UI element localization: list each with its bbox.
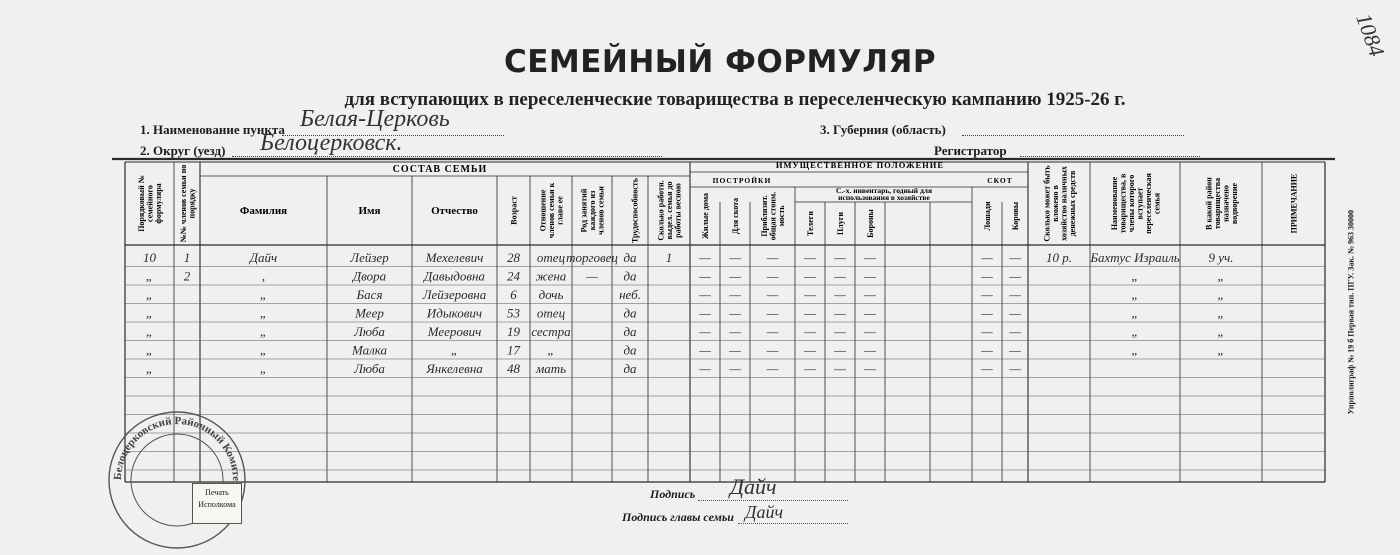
cell-dash: — bbox=[729, 342, 741, 358]
round-seal-stamp bbox=[104, 410, 250, 550]
group-inventory-line1: С.-х. инвентарь, годный для bbox=[835, 186, 933, 195]
cell-dash: — bbox=[729, 268, 741, 284]
cell-dash: — bbox=[981, 342, 993, 358]
cell-surname: „ bbox=[259, 342, 268, 358]
col-header-cattle-sheds: Для скота bbox=[731, 197, 740, 235]
cell-dash: — bbox=[804, 361, 816, 376]
col-header-approx-value: Приблизит.общая стоим.мость bbox=[760, 191, 786, 241]
stamp-box bbox=[192, 483, 242, 524]
cell-relation: отец bbox=[536, 305, 566, 321]
col-header-workers: Сколько работн.выдел. семья доработы весною bbox=[656, 180, 683, 241]
col-header-notes: ПРИМЕЧАНИЕ bbox=[1289, 173, 1299, 234]
cell-association: „ bbox=[1131, 324, 1139, 339]
col-header-carts: Телеги bbox=[806, 211, 815, 236]
cell-patronymic: Меерович bbox=[427, 324, 482, 339]
cell-region: 9 уч. bbox=[1208, 250, 1234, 265]
field-district-value: Белоцерковск. bbox=[260, 130, 403, 156]
col-header-houses: Жилые дома bbox=[701, 192, 710, 240]
cell-age: 28 bbox=[507, 250, 520, 265]
cell-order: „ bbox=[145, 305, 154, 321]
cell-dash: — bbox=[699, 361, 711, 376]
cell-dash: — bbox=[699, 324, 711, 339]
field-settlement-value: Белая-Церковь bbox=[300, 106, 450, 132]
cell-dash: — bbox=[864, 268, 876, 284]
cell-ability: да bbox=[623, 250, 637, 265]
cell-patronymic: „ bbox=[450, 342, 459, 358]
field-district-label: 2. Округ (уезд) bbox=[140, 143, 226, 158]
cell-association: „ bbox=[1131, 268, 1139, 284]
cell-dash: — bbox=[1009, 287, 1021, 302]
cell-order: „ bbox=[145, 342, 154, 358]
cell-region: „ bbox=[1217, 287, 1225, 302]
cell-dash: — bbox=[804, 268, 816, 284]
stamp-box-line2: Исполкома bbox=[198, 500, 236, 509]
col-header-horses: Лошади bbox=[983, 201, 992, 231]
cell-age: 6 bbox=[510, 287, 517, 302]
cell-dash: — bbox=[699, 268, 711, 284]
group-family: СОСТАВ СЕМЬИ bbox=[392, 164, 488, 175]
cell-ability: да bbox=[623, 361, 637, 376]
cell-dash: — bbox=[864, 250, 876, 265]
cell-dash: — bbox=[766, 250, 779, 265]
cell-dash: — bbox=[981, 287, 993, 302]
cell-ability: неб. bbox=[619, 287, 641, 302]
cell-dash: — bbox=[729, 250, 741, 265]
head-signature-label: Подпись главы семьи bbox=[622, 510, 734, 524]
group-inventory-line2: использования в хозяйстве bbox=[838, 193, 930, 202]
cell-order: 10 bbox=[143, 250, 156, 265]
col-header-name: Имя bbox=[358, 205, 381, 217]
cell-association: Бахтус Израиль bbox=[1090, 250, 1180, 265]
cell-member-no: 1 bbox=[183, 250, 191, 265]
cell-surname: „ bbox=[259, 324, 268, 339]
cell-dash: — bbox=[729, 361, 741, 376]
cell-dash: — bbox=[766, 324, 779, 339]
cell-name: Малка bbox=[351, 342, 388, 358]
cell-age: 17 bbox=[507, 342, 520, 358]
cell-region: „ bbox=[1217, 342, 1225, 358]
cell-dash: — bbox=[864, 342, 876, 358]
cell-name: Меер bbox=[355, 305, 384, 321]
cell-member-no: 2 bbox=[183, 268, 191, 284]
cell-age: 24 bbox=[507, 268, 520, 284]
cell-order: „ bbox=[145, 268, 154, 284]
head-signature-line bbox=[738, 523, 848, 524]
col-header-harrows: Бороны bbox=[866, 209, 875, 238]
cell-region: „ bbox=[1217, 305, 1225, 321]
document-subtitle: для вступающих в переселенческие товарищества в переселенческую кампанию 1925-26 г. bbox=[344, 89, 1126, 110]
signature-line bbox=[698, 500, 848, 501]
group-cattle: СКОТ bbox=[987, 176, 1013, 185]
cell-relation: дочь bbox=[538, 287, 564, 302]
cell-name: Лейзер bbox=[350, 250, 389, 265]
cell-occupation: — bbox=[586, 268, 598, 284]
cell-name: Двора bbox=[352, 268, 387, 284]
cell-dash: — bbox=[864, 305, 876, 321]
cell-dash: — bbox=[1009, 342, 1021, 358]
cell-dash: — bbox=[729, 324, 741, 339]
col-header-money: Сколько может бытьвложено вхозяйство наличныхденежных средств bbox=[1042, 165, 1077, 242]
head-signature-value: Дайч bbox=[745, 502, 784, 522]
cell-dash: — bbox=[766, 342, 779, 358]
cell-relation: отец bbox=[536, 250, 566, 265]
cell-age: 53 bbox=[507, 305, 520, 321]
field-province-label: 3. Губерния (область) bbox=[820, 122, 946, 137]
cell-money: 10 р. bbox=[1046, 250, 1072, 265]
cell-dash: — bbox=[766, 305, 779, 321]
cell-dash: — bbox=[729, 305, 741, 321]
cell-patronymic: Лейзеровна bbox=[422, 287, 487, 302]
signature-label: Подпись bbox=[650, 487, 696, 501]
cell-ability: да bbox=[623, 324, 637, 339]
col-header-surname: Фамилия bbox=[239, 205, 288, 217]
cell-dash: — bbox=[981, 250, 993, 265]
cell-dash: — bbox=[1009, 268, 1021, 284]
cell-dash: — bbox=[804, 324, 816, 339]
col-header-patronymic: Отчество bbox=[431, 205, 478, 217]
cell-ability: да bbox=[623, 342, 637, 358]
corner-number: 1084 bbox=[1351, 9, 1390, 60]
cell-dash: — bbox=[1009, 250, 1021, 265]
cell-order: „ bbox=[145, 324, 154, 339]
cell-dash: — bbox=[834, 287, 846, 302]
cell-surname: Дайч bbox=[249, 250, 278, 265]
cell-dash: — bbox=[864, 361, 876, 376]
cell-dash: — bbox=[981, 268, 993, 284]
cell-patronymic: Идыкович bbox=[426, 305, 483, 321]
cell-relation: мать bbox=[535, 361, 567, 376]
cell-ability: да bbox=[623, 268, 637, 284]
cell-ability: да bbox=[623, 305, 637, 321]
cell-dash: — bbox=[766, 361, 779, 376]
cell-surname: , bbox=[261, 268, 266, 284]
cell-dash: — bbox=[766, 268, 779, 284]
cell-age: 48 bbox=[507, 361, 520, 376]
cell-dash: — bbox=[834, 361, 846, 376]
field-settlement-label: 1. Наименование пункта bbox=[140, 122, 285, 137]
cell-dash: — bbox=[864, 287, 876, 302]
cell-relation: „ bbox=[547, 342, 555, 358]
cell-dash: — bbox=[834, 342, 846, 358]
cell-name: Бася bbox=[356, 287, 383, 302]
group-buildings: ПОСТРОЙКИ bbox=[712, 176, 772, 185]
cell-patronymic: Давыдовна bbox=[424, 268, 485, 284]
cell-dash: — bbox=[804, 250, 816, 265]
cell-surname: „ bbox=[259, 361, 268, 376]
cell-relation: жена bbox=[535, 268, 567, 284]
col-header-plows: Плуги bbox=[836, 212, 845, 235]
group-property: ИМУЩЕСТВЕННОЕ ПОЛОЖЕНИЕ bbox=[775, 160, 945, 170]
cell-dash: — bbox=[864, 324, 876, 339]
cell-association: „ bbox=[1131, 287, 1139, 302]
cell-workers: 1 bbox=[665, 250, 673, 265]
cell-dash: — bbox=[699, 342, 711, 358]
cell-dash: — bbox=[981, 305, 993, 321]
cell-dash: — bbox=[981, 324, 993, 339]
cell-dash: — bbox=[834, 305, 846, 321]
cell-dash: — bbox=[1009, 324, 1021, 339]
cell-patronymic: Мехелевич bbox=[425, 250, 484, 265]
col-header-ability: Трудоспособность bbox=[630, 178, 640, 243]
cell-region: „ bbox=[1217, 324, 1225, 339]
cell-dash: — bbox=[699, 250, 711, 265]
cell-dash: — bbox=[981, 361, 993, 376]
cell-association: „ bbox=[1131, 342, 1139, 358]
cell-dash: — bbox=[834, 268, 846, 284]
cell-name: Люба bbox=[354, 361, 385, 376]
cell-association: „ bbox=[1131, 305, 1139, 321]
cell-region: „ bbox=[1217, 268, 1225, 284]
col-header-order: Порядковый №семейногоформуляра bbox=[137, 175, 163, 232]
col-header-region: В какой районтовариществаназначеноводворение bbox=[1204, 177, 1239, 230]
col-header-age: Возраст bbox=[509, 196, 519, 225]
cell-dash: — bbox=[1009, 305, 1021, 321]
col-header-relation: Отношениечленов семьи кглаве ее bbox=[538, 182, 565, 239]
cell-dash: — bbox=[834, 250, 846, 265]
printer-imprint: Упрполиграф № 19 б Первая тип. ПГУ. Зак. № 963 30000 bbox=[1346, 210, 1355, 415]
signature-value: Дайч bbox=[730, 474, 777, 499]
cell-order: „ bbox=[145, 287, 154, 302]
cell-dash: — bbox=[834, 324, 846, 339]
cell-patronymic: Янкелевна bbox=[426, 361, 483, 376]
cell-dash: — bbox=[766, 287, 779, 302]
col-header-cows: Коровы bbox=[1011, 201, 1020, 231]
cell-dash: — bbox=[804, 287, 816, 302]
cell-dash: — bbox=[1009, 361, 1021, 376]
field-registrar-label: Регистратор bbox=[934, 143, 1007, 158]
cell-dash: — bbox=[699, 287, 711, 302]
cell-order: „ bbox=[145, 361, 154, 376]
cell-dash: — bbox=[804, 305, 816, 321]
cell-age: 19 bbox=[507, 324, 520, 339]
cell-dash: — bbox=[804, 342, 816, 358]
cell-relation: сестра bbox=[531, 324, 571, 339]
stamp-box-line1: Печать bbox=[205, 488, 229, 497]
cell-surname: „ bbox=[259, 287, 268, 302]
col-header-association: Наименованиетоварищества, вчлены котороговступаетпереселенческаясемья bbox=[1109, 173, 1162, 234]
cell-occupation: торговец bbox=[566, 250, 618, 265]
cell-dash: — bbox=[699, 305, 711, 321]
stamp-ring-text: Белоцерковский Районный Комите bbox=[111, 414, 243, 482]
col-header-occupation: Род занятийкаждого изчленов семьи bbox=[579, 186, 606, 235]
col-header-member-no: №№ членов семьи попорядку bbox=[178, 164, 197, 243]
cell-dash: — bbox=[729, 287, 741, 302]
cell-name: Люба bbox=[354, 324, 385, 339]
document-title: СЕМЕЙНЫЙ ФОРМУЛЯР bbox=[503, 44, 937, 80]
cell-surname: „ bbox=[259, 305, 268, 321]
